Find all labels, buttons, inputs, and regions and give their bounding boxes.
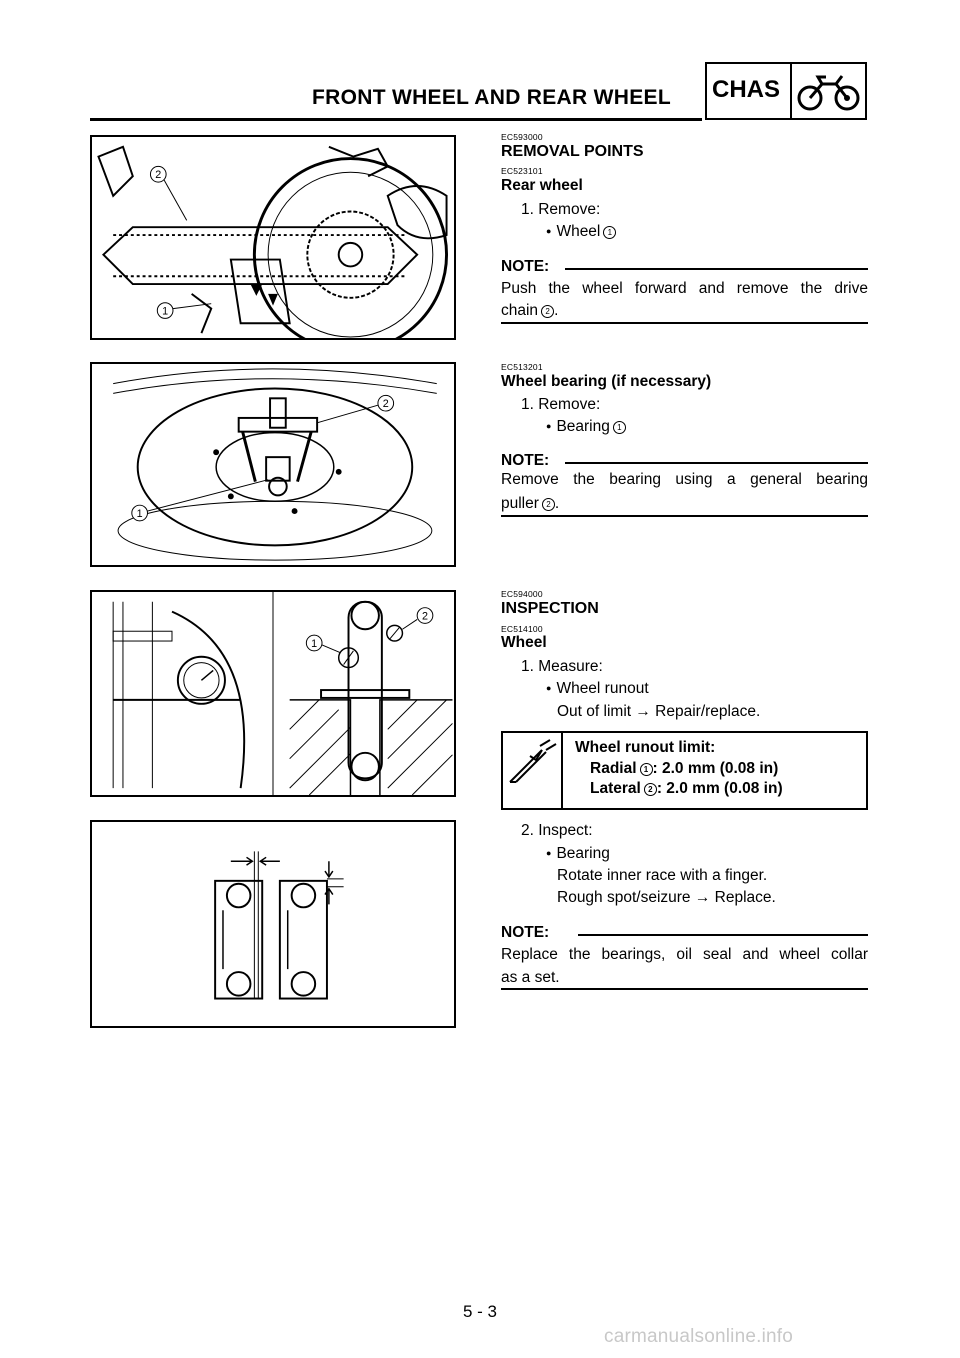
- figure-bearing-puller: [90, 362, 456, 567]
- ref-1: 1: [613, 421, 626, 434]
- motorcycle-icon: [796, 70, 862, 114]
- note-end-rule: [501, 515, 868, 517]
- note-text-cont: as a set.: [501, 969, 560, 986]
- note-text-cont: chain 2 .: [501, 302, 559, 319]
- list-item: ● Wheel runout: [546, 680, 649, 698]
- spec-box-divider: [561, 731, 563, 810]
- ref-2: 2: [541, 305, 554, 318]
- list-item: ● Bearing: [546, 845, 610, 863]
- step-measure: 1. Measure:: [521, 658, 603, 675]
- note-text: Remove the bearing using a general bearing: [501, 471, 868, 488]
- result-text: Rough spot/seizure → Replace.: [557, 889, 776, 906]
- header-rule: [90, 118, 702, 121]
- subsection-title-wheel: Wheel: [501, 634, 547, 651]
- subsection-code: EC514100: [501, 624, 543, 634]
- callout-1: 1: [311, 637, 318, 650]
- caliper-icon: [506, 736, 558, 788]
- subsection-code: EC513201: [501, 362, 543, 372]
- watermark: carmanualsonline.info: [604, 1326, 794, 1347]
- step-remove: 1. Remove:: [521, 396, 601, 413]
- callout-2: 2: [382, 398, 389, 411]
- spec-title: Wheel runout limit:: [575, 739, 716, 756]
- section-heading-removal: REMOVAL POINTS: [501, 143, 644, 160]
- note-rule: [565, 462, 868, 464]
- note-label: NOTE:: [501, 258, 550, 275]
- callout-1: 1: [162, 305, 169, 318]
- callout-2: 2: [422, 610, 429, 623]
- note-label: NOTE:: [501, 924, 550, 941]
- figure-bearing-section: [90, 820, 456, 1028]
- step-remove: 1. Remove:: [521, 201, 601, 218]
- note-label: NOTE:: [501, 452, 550, 469]
- note-text-cont: puller 2 .: [501, 495, 560, 512]
- list-item: ● Wheel 1: [546, 223, 616, 241]
- instruction-text: Rotate inner race with a finger.: [557, 867, 768, 884]
- subsection-title-rear-wheel: Rear wheel: [501, 177, 583, 194]
- note-end-rule: [501, 322, 868, 324]
- callout-2: 2: [155, 169, 162, 182]
- ref-2: 2: [644, 783, 657, 796]
- note-text: Push the wheel forward and remove the drive: [501, 280, 868, 297]
- list-item: ● Bearing 1: [546, 418, 626, 436]
- note-rule: [565, 268, 868, 270]
- spec-lateral: Lateral 2 : 2.0 mm (0.08 in): [590, 780, 783, 797]
- ref-1: 1: [640, 763, 653, 776]
- figure-rear-wheel-chain: [90, 135, 456, 340]
- subsection-code: EC523101: [501, 166, 543, 176]
- section-heading-inspection: INSPECTION: [501, 600, 599, 617]
- note-text: Replace the bearings, oil seal and wheel collar: [501, 946, 868, 963]
- section-tag-divider: [790, 62, 792, 120]
- figure-wheel-runout: [90, 590, 456, 797]
- result-text: Out of limit → Repair/replace.: [557, 703, 761, 720]
- section-tag: CHAS: [712, 76, 781, 103]
- ref-2: 2: [542, 498, 555, 511]
- note-end-rule: [501, 988, 868, 990]
- page-title: FRONT WHEEL AND REAR WHEEL: [312, 86, 671, 109]
- subsection-title-wheel-bearing: Wheel bearing (if necessary): [501, 373, 712, 390]
- section-code: EC594000: [501, 589, 543, 599]
- page-number: 5 - 3: [463, 1302, 498, 1321]
- spec-radial: Radial 1 : 2.0 mm (0.08 in): [590, 760, 779, 777]
- callout-1: 1: [136, 507, 143, 520]
- ref-1: 1: [603, 226, 616, 239]
- note-rule: [578, 934, 868, 936]
- step-inspect: 2. Inspect:: [521, 822, 593, 839]
- section-code: EC593000: [501, 132, 543, 142]
